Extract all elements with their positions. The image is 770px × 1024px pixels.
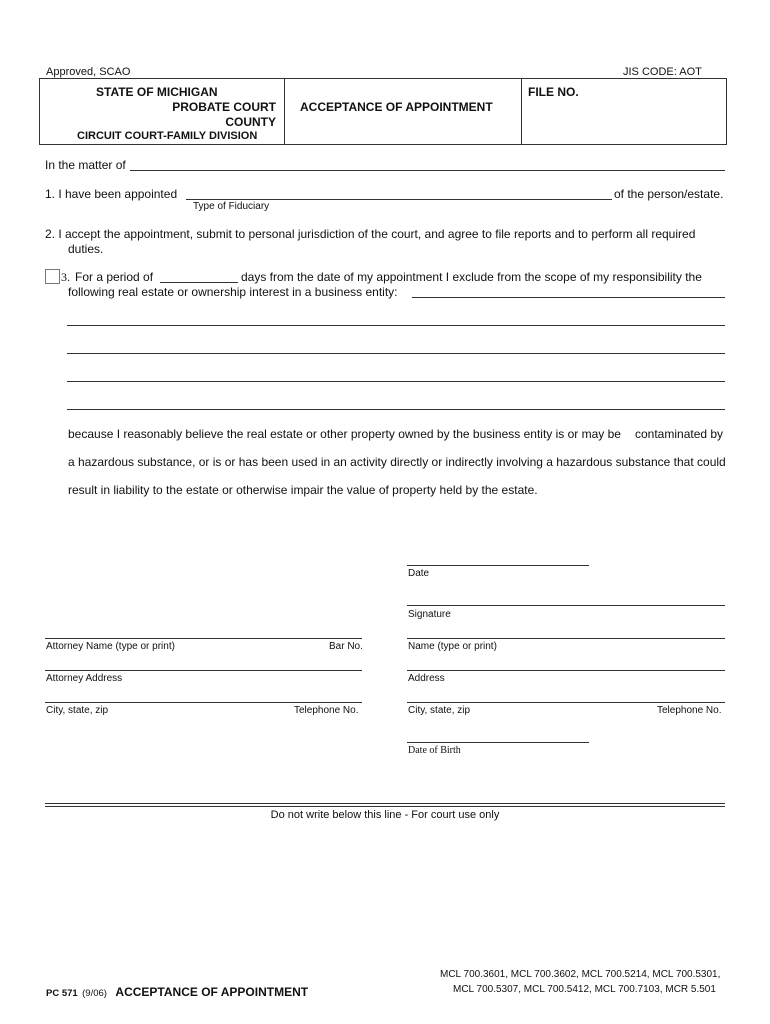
- telephone-label: Telephone No.: [657, 705, 722, 716]
- matter-field[interactable]: [130, 170, 725, 171]
- item1-suffix: of the person/estate.: [614, 187, 724, 201]
- matter-label: In the matter of: [45, 158, 126, 172]
- attorney-telephone-label: Telephone No.: [294, 705, 359, 716]
- bar-no-label: Bar No.: [329, 641, 363, 652]
- name-label: Name (type or print): [408, 641, 497, 652]
- footer-title: ACCEPTANCE OF APPOINTMENT: [115, 985, 309, 999]
- form-number: PC 571: [46, 988, 78, 999]
- fiduciary-type-field[interactable]: [186, 199, 612, 200]
- attorney-address-field[interactable]: [45, 670, 362, 671]
- because-line3: result in liability to the estate or otherwise impair the value of property held by the estate.: [68, 483, 538, 497]
- date-field[interactable]: [407, 565, 589, 566]
- address-label: Address: [408, 673, 445, 684]
- name-field[interactable]: [407, 638, 725, 639]
- item3-text-b: days from the date of my appointment I exclude from the scope of my responsibility the: [241, 270, 702, 284]
- file-no-field[interactable]: [527, 102, 717, 138]
- city-state-zip-field[interactable]: [407, 702, 725, 703]
- item2-line1: 2. I accept the appointment, submit to personal jurisdiction of the court, and agree to file reports and to perform all required: [45, 227, 696, 241]
- attorney-city-field[interactable]: [45, 702, 362, 703]
- attorney-name-field[interactable]: [45, 638, 362, 639]
- item3-line2: following real estate or ownership interest in a business entity:: [68, 285, 398, 299]
- item3-checkbox[interactable]: [45, 269, 60, 284]
- because-line2: a hazardous substance, or is or has been used in an activity directly or indirectly involving a hazardous substance that could: [68, 455, 726, 469]
- excluded-property-field-3[interactable]: [67, 353, 725, 354]
- file-no-label: FILE NO.: [528, 85, 579, 99]
- form-date: (9/06): [82, 988, 107, 999]
- period-days-field[interactable]: [160, 282, 238, 283]
- court-use-label: Do not write below this line - For court use only: [270, 809, 500, 821]
- item3-number: 3.: [61, 270, 70, 284]
- footer-mcl-line1: MCL 700.3601, MCL 700.3602, MCL 700.5214, MCL 700.5301,: [440, 969, 721, 980]
- item2-line2: duties.: [68, 242, 104, 256]
- excluded-property-field-2[interactable]: [67, 325, 725, 326]
- fiduciary-caption: Type of Fiduciary: [193, 201, 270, 212]
- address-field[interactable]: [407, 670, 725, 671]
- header-divider-1: [284, 79, 285, 144]
- date-of-birth-field[interactable]: [407, 742, 589, 743]
- excluded-property-field-5[interactable]: [67, 409, 725, 410]
- date-of-birth-label: Date of Birth: [408, 745, 461, 756]
- date-label: Date: [408, 568, 430, 579]
- because-line1a: because I reasonably believe the real estate or other property owned by the business entity is or may be: [68, 427, 621, 441]
- form-title: ACCEPTANCE OF APPOINTMENT: [300, 100, 493, 114]
- approved-label: Approved, SCAO: [46, 66, 131, 78]
- excluded-property-field-1[interactable]: [412, 297, 725, 298]
- jis-code-label: JIS CODE: AOT: [623, 66, 702, 78]
- probate-court-label: PROBATE COURT: [172, 100, 276, 114]
- attorney-name-label: Attorney Name (type or print): [46, 641, 175, 652]
- signature-field[interactable]: [407, 605, 725, 606]
- county-label: COUNTY: [225, 115, 276, 129]
- city-state-zip-label: City, state, zip: [408, 705, 471, 716]
- item3-text-a: For a period of: [75, 270, 154, 284]
- excluded-property-field-4[interactable]: [67, 381, 725, 382]
- footer-mcl-line2: MCL 700.5307, MCL 700.5412, MCL 700.7103, MCR 5.501: [453, 984, 716, 995]
- circuit-court-label: CIRCUIT COURT-FAMILY DIVISION: [77, 130, 258, 142]
- attorney-city-label: City, state, zip: [46, 705, 109, 716]
- footer-form-id: [46, 983, 308, 1001]
- court-use-divider: [45, 803, 725, 807]
- header-divider-2: [521, 79, 522, 144]
- attorney-address-label: Attorney Address: [46, 673, 123, 684]
- item1-text: 1. I have been appointed: [45, 187, 178, 201]
- signature-label: Signature: [408, 609, 451, 620]
- because-line1b: contaminated by: [635, 427, 724, 441]
- state-label: STATE OF MICHIGAN: [96, 85, 218, 99]
